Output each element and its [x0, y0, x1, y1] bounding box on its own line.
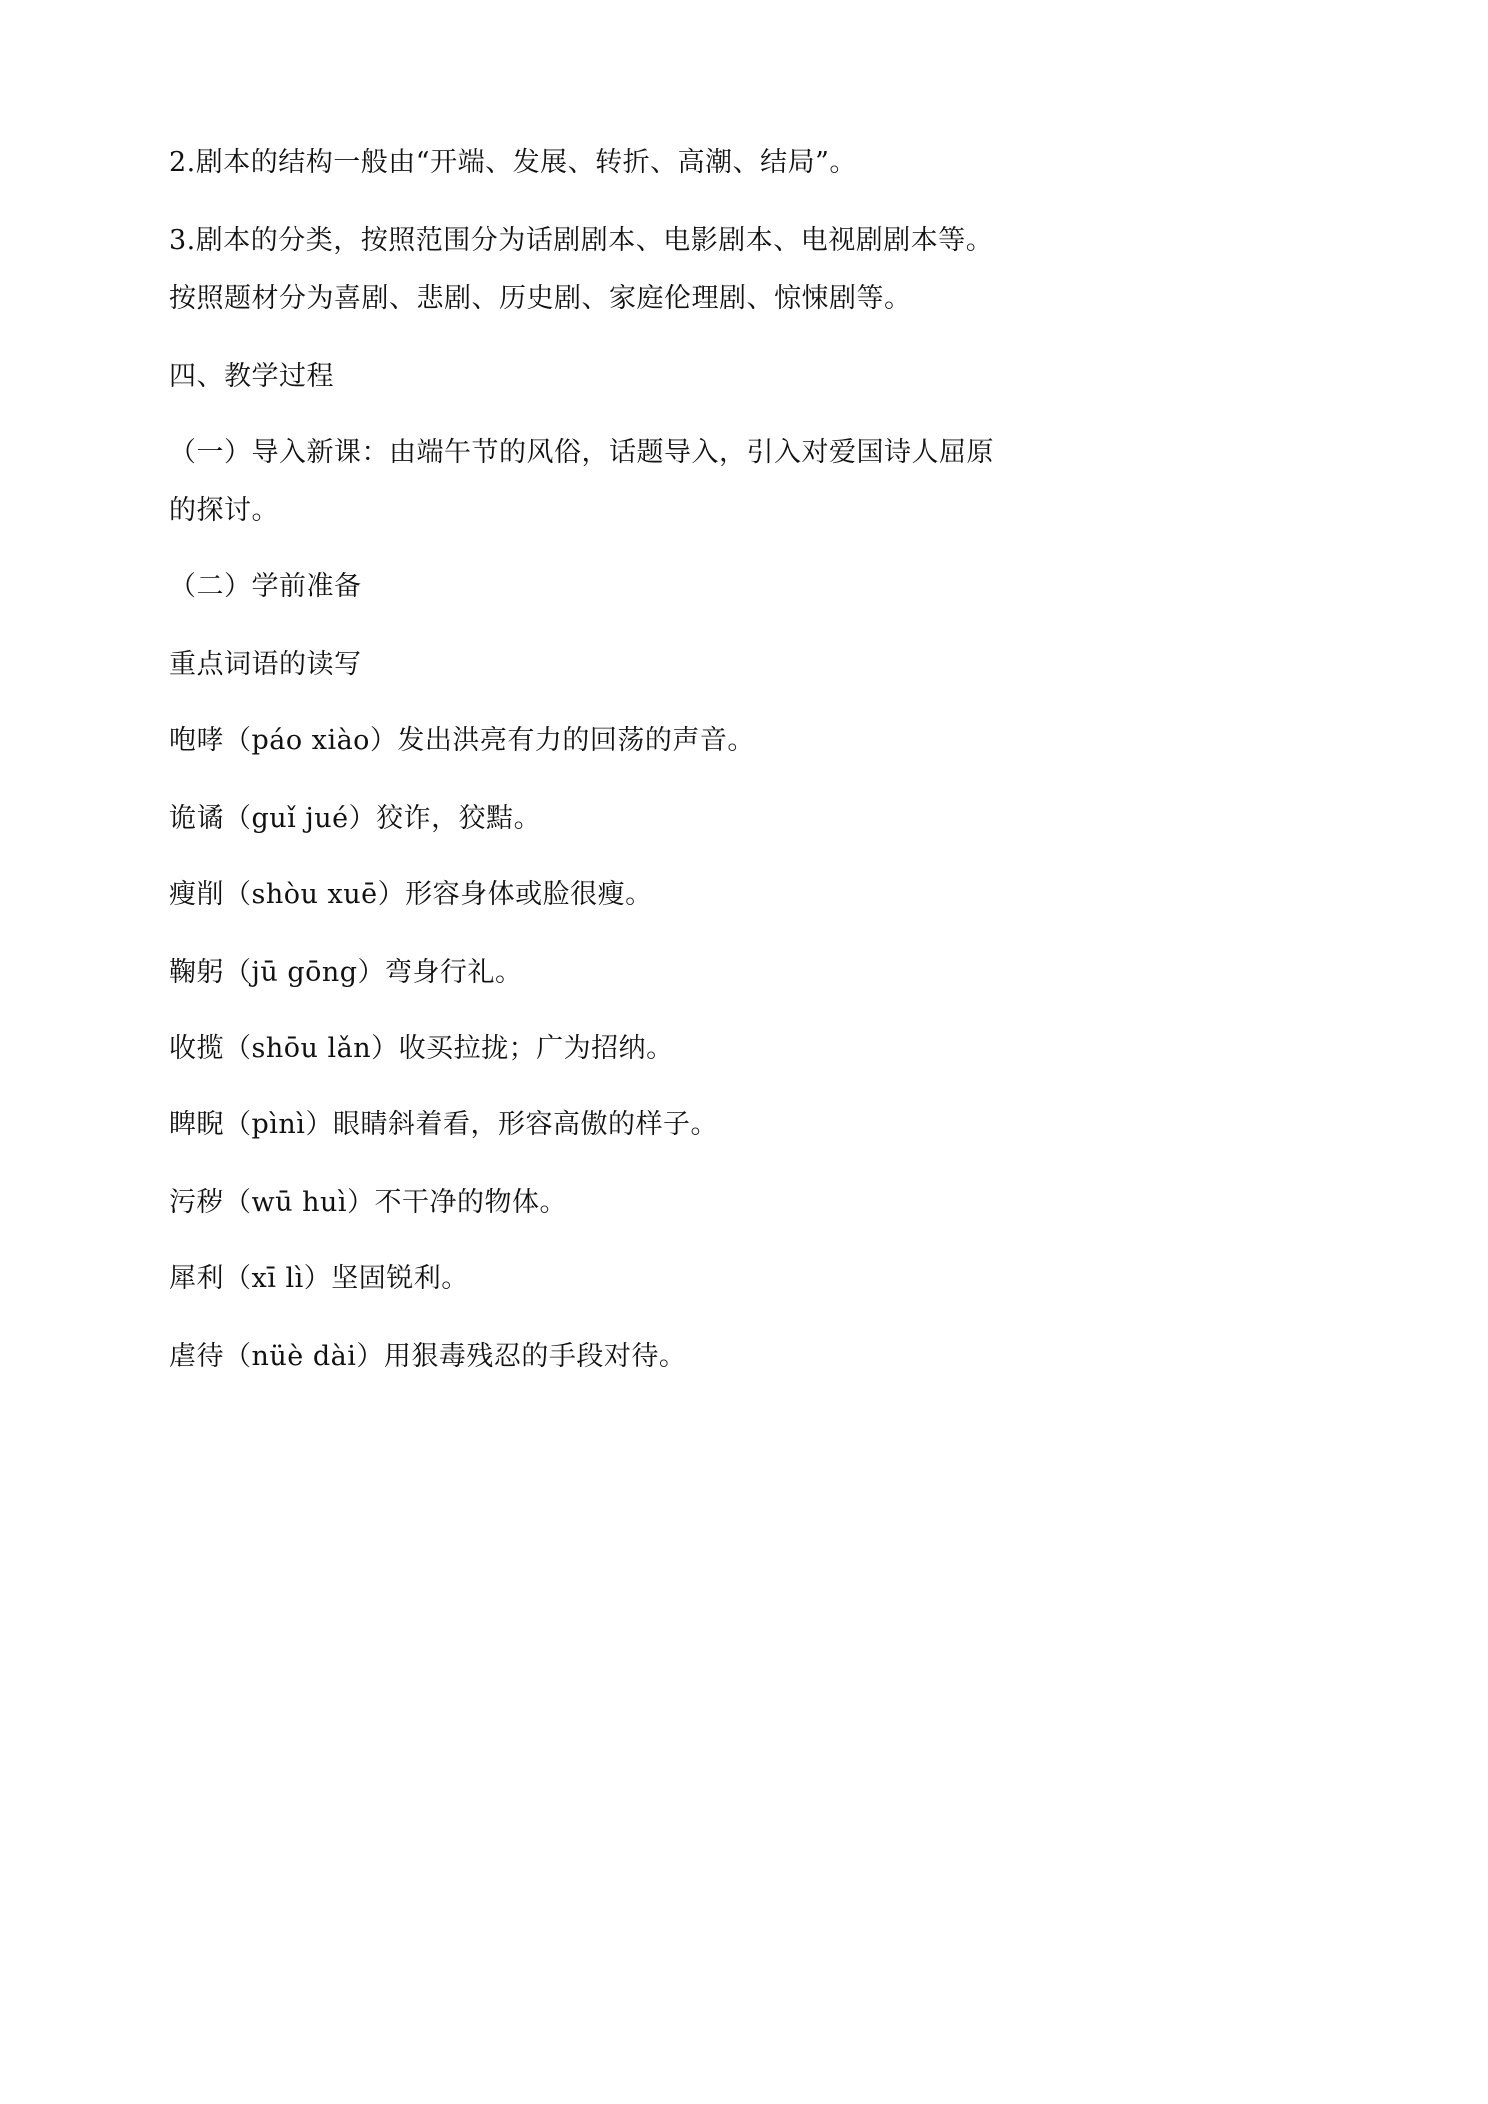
subsection-heading: （二）学前准备: [169, 571, 362, 602]
vocab-item: 虐待（nüè dài）用狠毒残忍的手段对待。: [169, 1341, 687, 1372]
vocab-item: 睥睨（pìnì）眼睛斜着看，形容高傲的样子。: [169, 1109, 718, 1140]
vocab-item: 鞠躬（jū gōng）弯身行礼。: [169, 957, 523, 988]
vocab-item: 收揽（shōu lǎn）收买拉拢；广为招纳。: [169, 1033, 674, 1064]
vocab-item: 诡谲（guǐ jué）狡诈，狡黠。: [169, 803, 542, 834]
section-heading: 四、教学过程: [169, 361, 334, 392]
vocab-heading: 重点词语的读写: [169, 649, 362, 680]
paragraph-classification: 3.剧本的分类，按照范围分为话剧剧本、电影剧本、电视剧剧本等。: [169, 225, 994, 256]
paragraph-intro: （一）导入新课：由端午节的风俗，话题导入，引入对爱国诗人屈原: [169, 437, 994, 468]
vocab-item: 犀利（xī lì）坚固锐利。: [169, 1263, 469, 1294]
vocab-item: 咆哮（páo xiào）发出洪亮有力的回荡的声音。: [169, 725, 755, 756]
vocab-item: 瘦削（shòu xuē）形容身体或脸很瘦。: [169, 879, 653, 910]
paragraph-classification-cont: 按照题材分为喜剧、悲剧、历史剧、家庭伦理剧、惊悚剧等。: [169, 283, 912, 314]
paragraph-intro-cont: 的探讨。: [169, 495, 279, 526]
vocab-item: 污秽（wū huì）不干净的物体。: [169, 1187, 567, 1218]
paragraph-structure: 2.剧本的结构一般由“开端、发展、转折、高潮、结局”。: [169, 147, 857, 178]
